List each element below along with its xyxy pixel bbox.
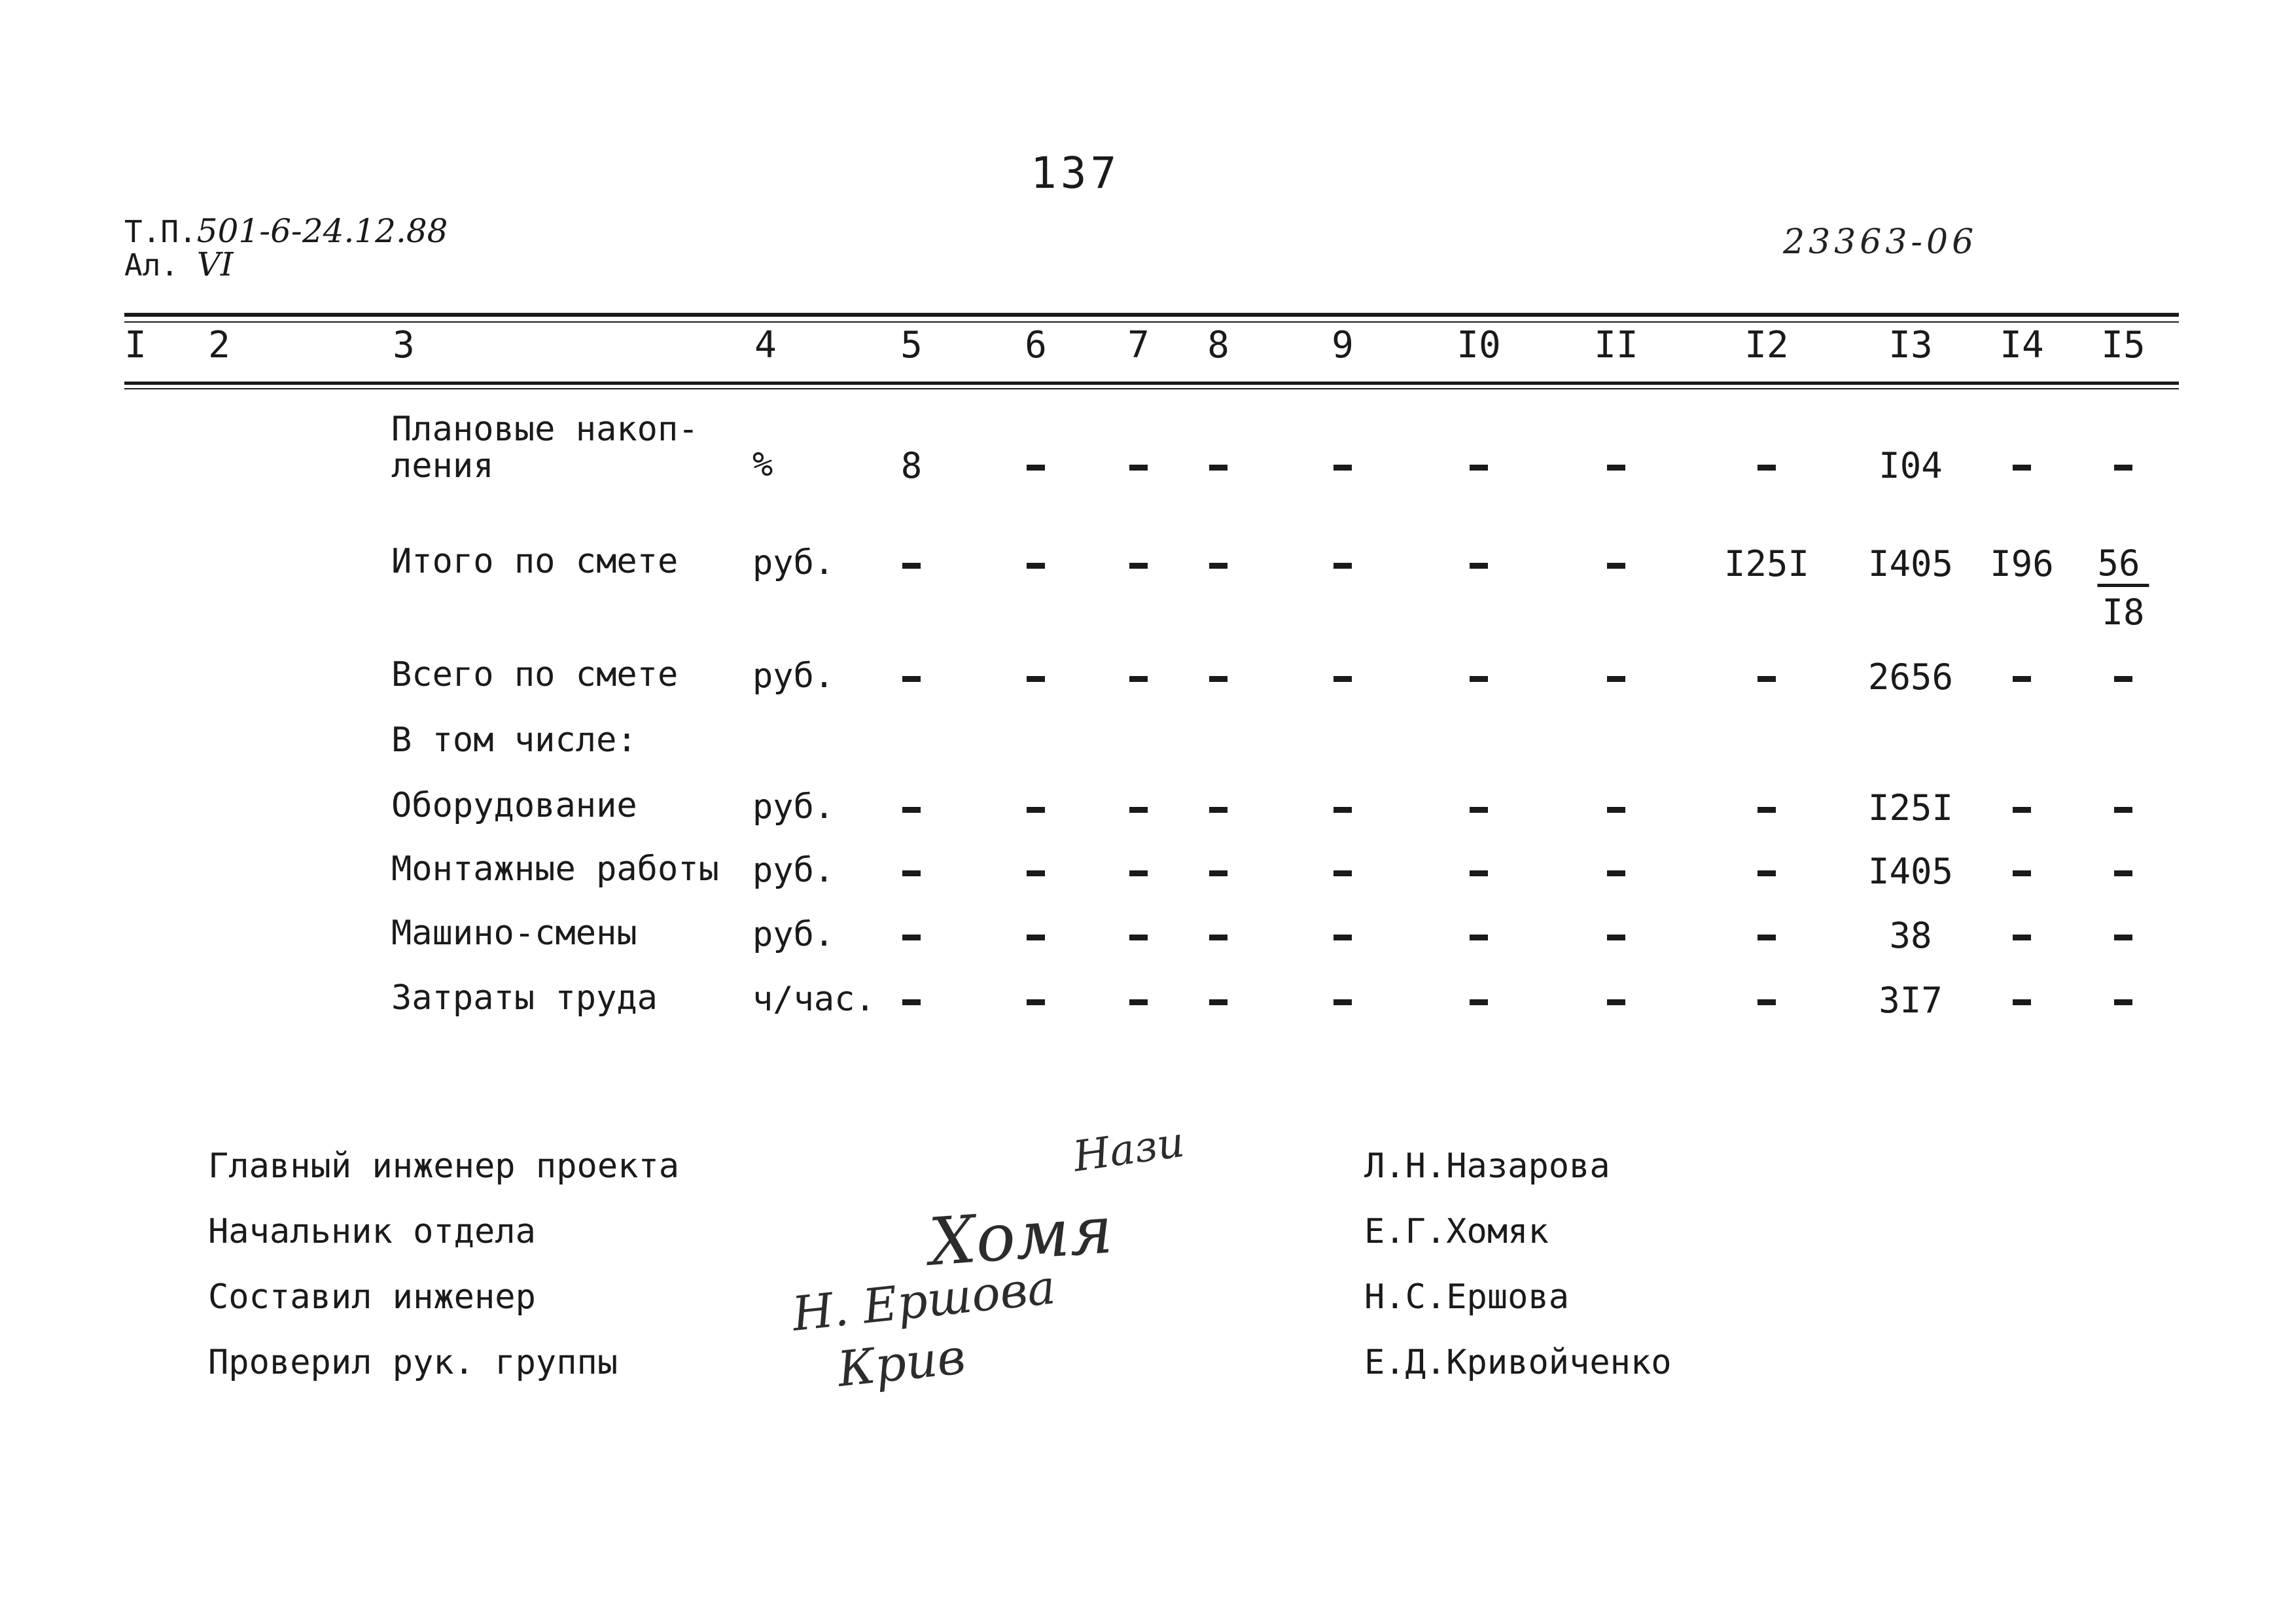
signature-handwritten: Крив: [835, 1329, 968, 1398]
column-header: 5: [900, 324, 923, 366]
table-cell-dash: [1027, 465, 1045, 471]
table-cell-dash: [2114, 935, 2132, 940]
table-cell-dash: [1209, 999, 1227, 1005]
row-label: Машино-смены: [391, 914, 637, 953]
signature-title: Проверил рук. группы: [208, 1343, 618, 1382]
table-cell-dash: [1333, 676, 1352, 682]
table-cell: I25I: [1867, 787, 1954, 829]
table-cell-dash: [1209, 465, 1227, 471]
row-label: [391, 411, 699, 484]
table-cell-dash: [1607, 807, 1625, 813]
table-cell-dash: [1027, 676, 1045, 682]
table-cell-dash: [2114, 999, 2132, 1005]
table-cell: 38: [1889, 915, 1932, 956]
column-header: 6: [1025, 324, 1047, 366]
table-cell: I405: [1867, 543, 1954, 584]
signature-handwritten: Хомя: [927, 1191, 1116, 1281]
column-header: 3: [393, 324, 415, 366]
table-cell-dash: [1129, 807, 1148, 813]
table-cell-dash: [1209, 807, 1227, 813]
table-cell: I405: [1867, 851, 1954, 892]
table-cell-dash: [1333, 999, 1352, 1005]
table-cell: 56: [2097, 543, 2149, 587]
column-header: I: [124, 324, 147, 366]
table-cell: 3I7: [1879, 980, 1943, 1021]
document-reference: [124, 212, 448, 283]
signature-title: Главный инженер проекта: [208, 1147, 680, 1186]
row-unit: %: [752, 445, 773, 484]
table-cell-dash: [1027, 807, 1045, 813]
table-cell-dash: [1209, 935, 1227, 940]
column-header: I4: [2000, 324, 2044, 366]
table-cell-dash: [1757, 676, 1776, 682]
document-code: 23363-06: [1783, 223, 1978, 262]
table-cell-dash: [902, 935, 921, 940]
table-cell-dash: [1757, 807, 1776, 813]
table-cell-dash: [1470, 563, 1488, 569]
table-cell-dash: [2114, 676, 2132, 682]
table-cell-dash: [1209, 676, 1227, 682]
table-cell-dash: [1129, 935, 1148, 940]
table-cell-dash: [1129, 676, 1148, 682]
row-label-line: Плановые накоп-: [391, 410, 699, 449]
ref-prefix: Т.П.: [124, 214, 197, 249]
table-cell-fraction-denominator: I8: [2102, 592, 2145, 633]
table-cell-dash: [1470, 935, 1488, 940]
table-cell-dash: [1333, 807, 1352, 813]
row-label: Монтажные работы: [391, 849, 719, 889]
table-cell-dash: [902, 870, 921, 876]
table-cell-dash: [1607, 870, 1625, 876]
column-header: II: [1594, 324, 1638, 366]
ref-number-handwritten: 501-6-24.12.88: [196, 212, 448, 250]
table-cell-dash: [1470, 999, 1488, 1005]
row-label: Всего по смете: [391, 655, 679, 694]
table-cell-dash: [1027, 999, 1045, 1005]
table-cell-dash: [1209, 870, 1227, 876]
table-top-rule-thin: [124, 321, 2179, 323]
column-header: 8: [1207, 324, 1229, 366]
table-cell-dash: [902, 676, 921, 682]
table-cell-dash: [1470, 807, 1488, 813]
signature-name: Е.Д.Кривойченко: [1364, 1343, 1672, 1382]
table-cell: I25I: [1723, 543, 1810, 584]
column-header: 9: [1332, 324, 1354, 366]
table-cell-dash: [1129, 870, 1148, 876]
table-cell-dash: [1129, 465, 1148, 471]
table-cell-dash: [1333, 465, 1352, 471]
album-number-handwritten: VI: [196, 245, 234, 283]
table-cell-dash: [1027, 935, 1045, 940]
column-header: I5: [2101, 324, 2146, 366]
row-unit: руб.: [752, 915, 835, 954]
table-cell-dash: [1209, 563, 1227, 569]
table-cell: I96: [1990, 543, 2054, 584]
table-cell-dash: [1027, 563, 1045, 569]
table-cell-dash: [2013, 935, 2031, 940]
signature-name: Н.С.Ершова: [1364, 1277, 1570, 1317]
table-header-rule: [124, 382, 2179, 385]
table-cell: 2656: [1867, 656, 1954, 698]
table-cell-dash: [902, 563, 921, 569]
row-label-line: ления: [391, 446, 494, 486]
table-cell-dash: [1470, 676, 1488, 682]
table-cell-dash: [2114, 465, 2132, 471]
table-cell-dash: [1027, 870, 1045, 876]
table-cell-dash: [1470, 465, 1488, 471]
table-cell: 8: [900, 445, 923, 486]
table-cell-dash: [1607, 465, 1625, 471]
table-cell-dash: [1333, 563, 1352, 569]
table-cell-dash: [902, 807, 921, 813]
table-cell-dash: [1607, 935, 1625, 940]
signature-handwritten: Н. Ершова: [789, 1259, 1058, 1342]
table-cell-dash: [1129, 563, 1148, 569]
table-cell-dash: [1607, 999, 1625, 1005]
table-cell-dash: [1757, 465, 1776, 471]
page-number: 137: [1031, 148, 1121, 198]
signature-title: Начальник отдела: [208, 1212, 536, 1251]
table-cell-dash: [1333, 870, 1352, 876]
column-header: I3: [1888, 324, 1933, 366]
row-unit: ч/час.: [752, 980, 875, 1019]
album-prefix: Ал.: [124, 247, 179, 283]
table-cell-dash: [1470, 870, 1488, 876]
row-label: Итого по смете: [391, 542, 679, 581]
table-top-rule: [124, 313, 2179, 317]
column-header: I0: [1457, 324, 1501, 366]
table-cell-dash: [2013, 999, 2031, 1005]
row-label: Оборудование: [391, 786, 637, 825]
table-cell-dash: [2114, 807, 2132, 813]
table-cell-dash: [1333, 935, 1352, 940]
column-header: 2: [208, 324, 230, 366]
table-cell-dash: [1607, 563, 1625, 569]
table-cell-dash: [1129, 999, 1148, 1005]
signature-title: Составил инженер: [208, 1277, 536, 1317]
table-cell-dash: [1757, 935, 1776, 940]
table-cell-dash: [1757, 870, 1776, 876]
table-cell-dash: [2013, 870, 2031, 876]
table-cell-dash: [2013, 465, 2031, 471]
column-header: 7: [1127, 324, 1150, 366]
table-cell-dash: [2114, 870, 2132, 876]
row-unit: руб.: [752, 656, 835, 696]
row-label: Затраты труда: [391, 978, 658, 1018]
signature-handwritten: Нази: [1070, 1118, 1188, 1182]
signature-name: Л.Н.Назарова: [1364, 1147, 1610, 1186]
row-unit: руб.: [752, 543, 835, 582]
table-header-rule-thin: [124, 388, 2179, 389]
table-cell-dash: [1607, 676, 1625, 682]
table-cell-dash: [1757, 999, 1776, 1005]
table-cell-dash: [2013, 676, 2031, 682]
row-label: В том числе:: [391, 721, 637, 760]
table-cell-dash: [2013, 807, 2031, 813]
row-unit: руб.: [752, 851, 835, 890]
table-cell: I04: [1879, 445, 1943, 486]
row-unit: руб.: [752, 787, 835, 827]
table-cell-dash: [902, 999, 921, 1005]
signature-name: Е.Г.Хомяк: [1364, 1212, 1549, 1251]
column-header: I2: [1744, 324, 1789, 366]
column-header: 4: [754, 324, 777, 366]
